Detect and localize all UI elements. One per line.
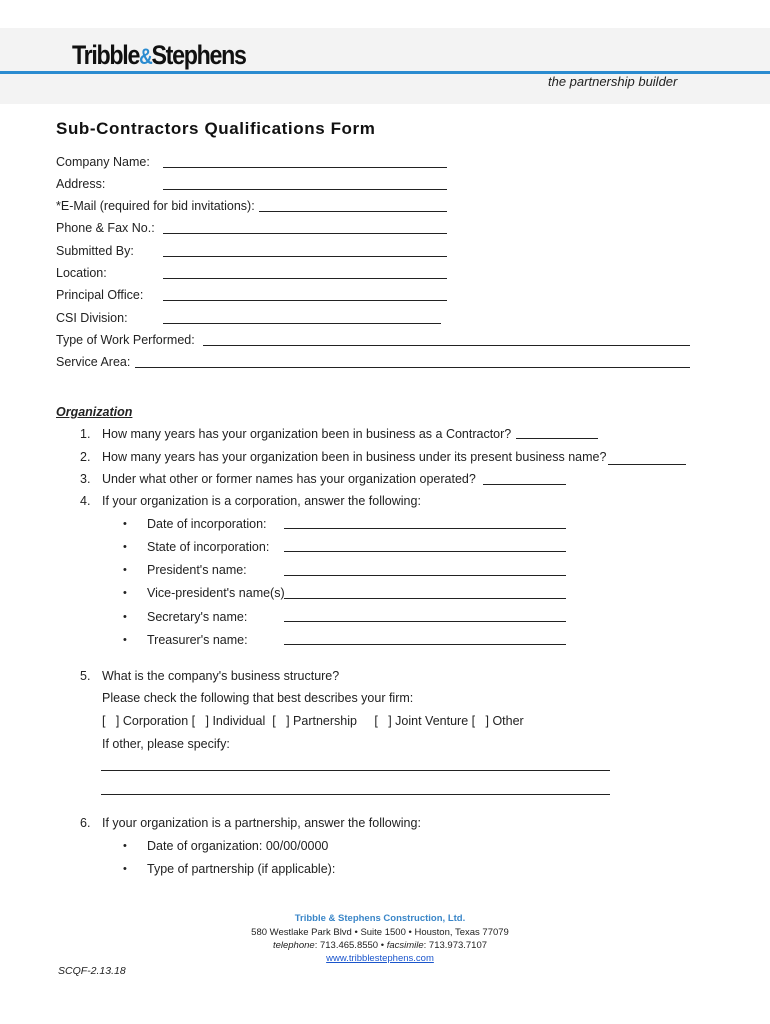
bullet: • — [123, 634, 127, 646]
question-number: 2. — [80, 450, 91, 464]
date-of-incorporation-field[interactable] — [284, 528, 566, 529]
state-of-incorporation-field[interactable] — [284, 551, 566, 552]
submitted-by-label: Submitted By: — [56, 244, 134, 258]
footer-address: 580 Westlake Park Blvd • Suite 1500 • Houston, Texas 77079 — [251, 927, 509, 938]
business-structure-options[interactable]: [ ] Corporation [ ] Individual [ ] Partnership [ ] Joint Venture [ ] Other — [102, 714, 524, 728]
years-as-contractor-field[interactable] — [516, 438, 598, 439]
location-field[interactable] — [163, 278, 447, 279]
question-former-names: Under what other or former names has your organization operated? — [102, 472, 476, 486]
form-title: Sub-Contractors Qualifications Form — [56, 119, 376, 138]
bullet: • — [123, 564, 127, 576]
type-of-work-label: Type of Work Performed: — [56, 333, 195, 347]
treasurer-field[interactable] — [284, 644, 566, 645]
organization-heading: Organization — [56, 405, 133, 419]
type-of-partnership-label: Type of partnership (if applicable): — [147, 862, 336, 876]
business-structure-instruction: Please check the following that best describes your firm: — [102, 691, 414, 705]
date-of-incorporation-label: Date of incorporation: — [147, 517, 267, 531]
address-label: Address: — [56, 177, 106, 191]
phone-fax-field[interactable] — [163, 233, 447, 234]
service-area-label: Service Area: — [56, 355, 131, 369]
bullet: • — [123, 611, 127, 623]
years-present-name-field[interactable] — [608, 464, 686, 465]
footer-contact: telephone: 713.465.8550 • facsimile: 713.973.7107 — [272, 940, 488, 951]
question-number: 5. — [80, 669, 91, 683]
question-partnership: If your organization is a partnership, answer the following: — [102, 816, 421, 830]
secretary-field[interactable] — [284, 621, 566, 622]
type-of-work-field[interactable] — [203, 345, 690, 346]
submitted-by-field[interactable] — [163, 256, 447, 257]
email-field[interactable] — [259, 211, 447, 212]
csi-division-label: CSI Division: — [56, 311, 128, 325]
question-business-structure: What is the company's business structure? — [102, 669, 340, 683]
tagline: the partnership builder — [548, 74, 678, 89]
question-corporation: If your organization is a corporation, answer the following: — [102, 494, 421, 508]
company-name-label: Company Name: — [56, 155, 150, 169]
question-number: 1. — [80, 427, 91, 441]
date-of-organization[interactable]: Date of organization: 00/00/0000 — [147, 839, 329, 853]
other-specify-label: If other, please specify: — [102, 737, 230, 751]
treasurer-label: Treasurer's name: — [147, 633, 248, 647]
company-name-field[interactable] — [163, 167, 447, 168]
principal-office-field[interactable] — [163, 300, 447, 301]
bullet: • — [123, 518, 127, 530]
president-label: President's name: — [147, 563, 247, 577]
bullet: • — [123, 863, 127, 875]
other-specify-field-2[interactable] — [101, 794, 610, 795]
bullet: • — [123, 840, 127, 852]
vice-president-field[interactable] — [284, 598, 566, 599]
question-years-present-name: How many years has your organization been in business under its present business name? — [102, 450, 607, 464]
principal-office-label: Principal Office: — [56, 288, 144, 302]
state-of-incorporation-label: State of incorporation: — [147, 540, 270, 554]
question-number: 6. — [80, 816, 91, 830]
email-label: *E-Mail (required for bid invitations): — [56, 199, 255, 213]
company-logo: Tribble&Stephens — [72, 40, 246, 70]
footer-company: Tribble & Stephens Construction, Ltd. — [294, 913, 466, 924]
question-number: 3. — [80, 472, 91, 486]
president-field[interactable] — [284, 575, 566, 576]
question-years-as-contractor: How many years has your organization been in business as a Contractor? — [102, 427, 512, 441]
other-specify-field-1[interactable] — [101, 770, 610, 771]
bullet: • — [123, 541, 127, 553]
secretary-label: Secretary's name: — [147, 610, 248, 624]
vice-president-label: Vice-president's name(s) — [147, 586, 285, 600]
former-names-field[interactable] — [483, 484, 566, 485]
question-number: 4. — [80, 494, 91, 508]
location-label: Location: — [56, 266, 107, 280]
footer-website-link[interactable]: www.tribblestephens.com — [326, 953, 434, 964]
form-code: SCQF-2.13.18 — [58, 965, 126, 977]
service-area-field[interactable] — [135, 367, 690, 368]
csi-division-field[interactable] — [163, 323, 441, 324]
address-field[interactable] — [163, 189, 447, 190]
bullet: • — [123, 587, 127, 599]
phone-fax-label: Phone & Fax No.: — [56, 221, 155, 235]
